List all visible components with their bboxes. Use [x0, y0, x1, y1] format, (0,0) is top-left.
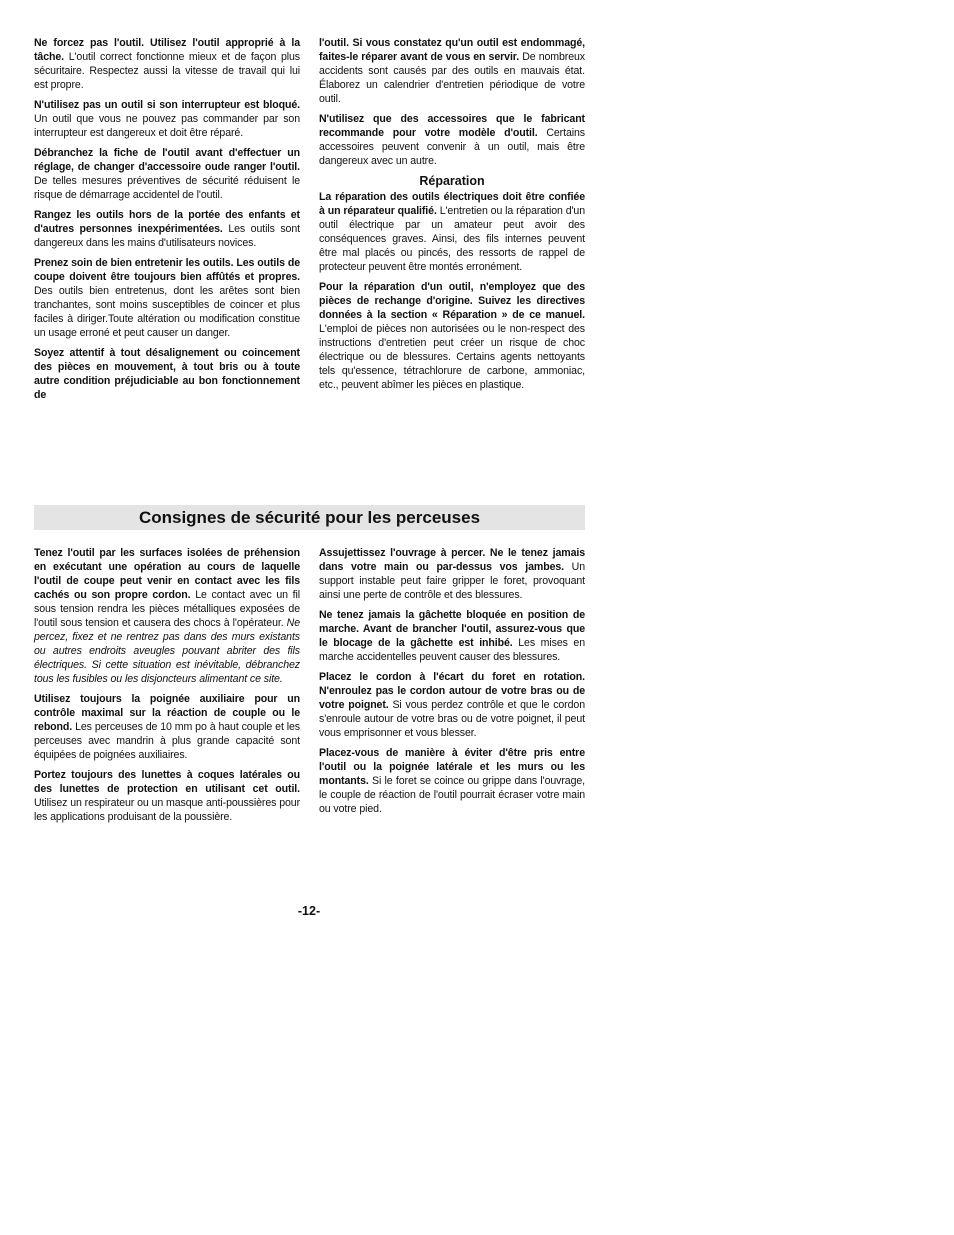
section-title: Consignes de sécurité pour les perceuses: [138, 508, 481, 527]
paragraph: N'utilisez pas un outil si son interrupteur est bloqué. Un outil que vous ne pouvez pas commander par son interrupteur est dangereux et doit être réparé.: [34, 99, 300, 139]
paragraph: Rangez les outils hors de la portée des enfants et d'autres personnes inexpérimentées. Les outils sont dangereux dans les mains d'utilisateurs novices.: [34, 209, 300, 249]
reparation-heading: Réparation: [419, 174, 485, 188]
paragraph: Ne tenez jamais la gâchette bloquée en position de marche. Avant de brancher l'outil, assurez-vous que le blocage de la gâchette est inhibé. Les mises en marche accidentelles peuvent causer des blessures.: [319, 609, 585, 663]
column-drill-safety-left: [34, 546, 300, 830]
paragraph: Portez toujours des lunettes à coques latérales ou des lunettes de protection en utilisant cet outil. Utilisez un respirateur ou un masque anti-poussières pour les applications produisant de la poussière.: [34, 769, 300, 823]
paragraph: Débranchez la fiche de l'outil avant d'effectuer un réglage, de changer d'accessoire oude ranger l'outil. De telles mesures préventives de sécurité réduisent le risque de démarrage accidentel de l'outil.: [34, 147, 300, 201]
paragraph: La réparation des outils électriques doit être confiée à un réparateur qualifié. L'entretien ou la réparation d'un outil électrique par un amateur peut avoir des conséquences graves. Ainsi, des fils internes peuvent être mal placés ou pincés, des ressorts de rappel de protecteur peuvent être montés erronément.: [319, 191, 585, 273]
paragraph: Placez le cordon à l'écart du foret en rotation. N'enroulez pas le cordon autour de votre bras ou de votre poignet. Si vous perdez contrôle et que le cordon s'enroule autour de votre bras ou de votre poignet, il peut vous emprisonner et vous blesser.: [319, 671, 585, 739]
paragraph: Prenez soin de bien entretenir les outils. Les outils de coupe doivent être toujours bien affûtés et propres. Des outils bien entretenus, dont les arêtes sont bien tranchantes, sont moins susceptibles de coincer et plus faciles à diriger.Toute altération ou modification constitue un usage erroné et peut causer un danger.: [34, 257, 300, 339]
paragraph: N'utilisez que des accessoires que le fabricant recommande pour votre modèle d'outil. Certains accessoires peuvent convenir à un outil, mais être dangereux avec un autre.: [319, 113, 585, 167]
page-number: -12-: [297, 904, 321, 918]
paragraph: Placez-vous de manière à éviter d'être pris entre l'outil ou la poignée latérale et les murs ou les montants. Si le foret se coince ou grippe dans l'ouvrage, le couple de réaction de l'outil pourrait écraser votre main ou votre pied.: [319, 747, 585, 815]
paragraph: l'outil. Si vous constatez qu'un outil est endommagé, faites-le réparer avant de vous en servir. De nombreux accidents sont causés par des outils en mauvais état. Élaborez un calendrier d'entretien périodique de votre outil.: [319, 37, 586, 105]
paragraph: Utilisez toujours la poignée auxiliaire pour un contrôle maximal sur la réaction de couple ou le rebond. Les perceuses de 10 mm po à haut couple et les perceuses avec mandrin à plus grande capacité sont équipées de poignées auxiliaires.: [34, 693, 300, 761]
column-safety-continued: [319, 36, 585, 398]
column-safety-general: [34, 36, 300, 408]
paragraph: Soyez attentif à tout désalignement ou coincement des pièces en mouvement, à tout bris ou à toute autre condition préjudiciable au bon fonctionnement de: [34, 347, 300, 401]
paragraph: Tenez l'outil par les surfaces isolées de préhension en exécutant une opération au cours de laquelle l'outil de coupe peut venir en contact avec les fils cachés ou son propre cordon. Le contact avec un fil sous tension rendra les pièces métalliques exposées de l'outil sous tension et causera des chocs à l'opérateur. Ne percez, fixez et ne rentrez pas dans des murs existants ou autres endroits aveugles pouvant abriter des fils électriques. Si cette situation est inévitable, débranchez tous les fusibles ou les disjoncteurs alimentant ce site.: [34, 547, 301, 685]
section-title-bar: [34, 505, 585, 530]
column-drill-safety-right: [319, 546, 585, 822]
paragraph: Pour la réparation d'un outil, n'employez que des pièces de rechange d'origine. Suivez les directives données à la section « Réparation » de ce manuel. L'emploi de pièces non autorisées ou le non-respect des instructions d'entretien peut créer un risque de choc électrique ou de blessures. Certains agents nettoyants tels qu'essence, tétrachlorure de carbone, ammoniac, etc., peuvent abîmer les pièces en plastique.: [319, 281, 585, 391]
paragraph: Assujettissez l'ouvrage à percer. Ne le tenez jamais dans votre main ou par-dessus vos jambes. Un support instable peut faire gripper le foret, provoquant ainsi une perte de contrôle et des blessures.: [319, 547, 586, 601]
paragraph: Ne forcez pas l'outil. Utilisez l'outil approprié à la tâche. L'outil correct fonctionne mieux et de façon plus sécuritaire. Respectez aussi la vitesse de travail qui lui est propre.: [34, 37, 300, 91]
